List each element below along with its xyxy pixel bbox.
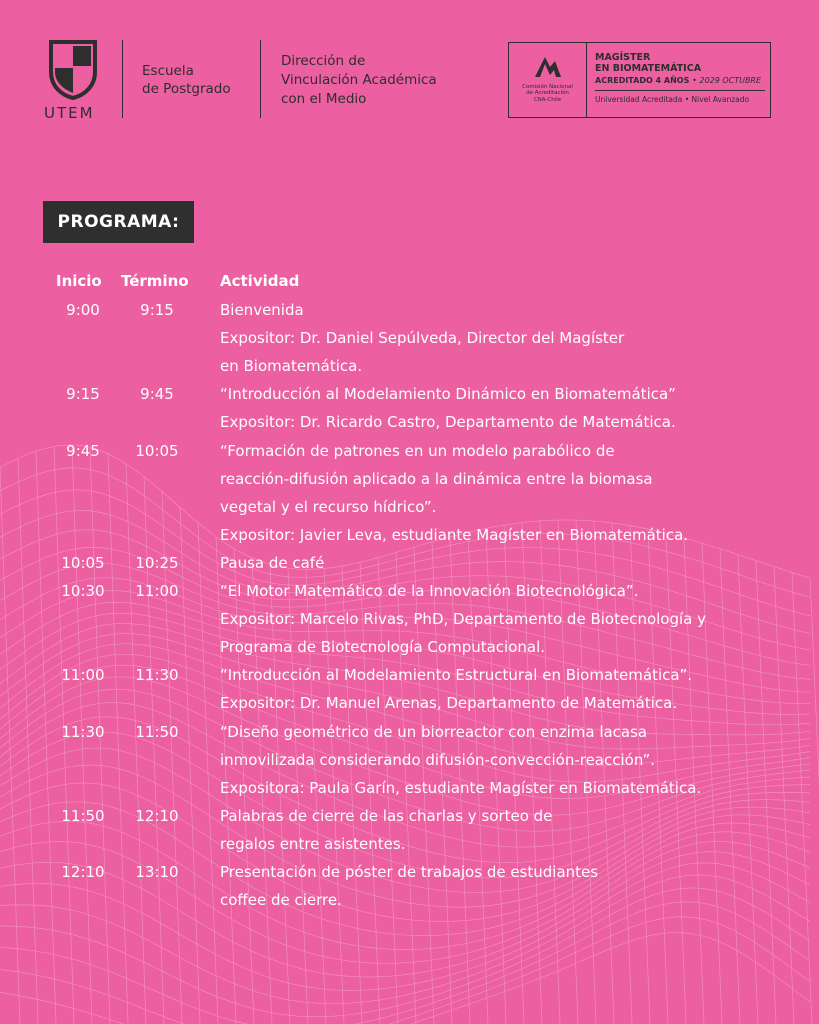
schedule-activity-line: Expositor: Dr. Manuel Arenas, Departamento de Matemática. (220, 694, 678, 713)
schedule-end-time: 10:05 (135, 441, 179, 460)
wave-line (0, 917, 810, 1024)
schedule-activity-line: Expositor: Dr. Daniel Sepúlveda, Director del Magíster (220, 329, 625, 348)
schedule-activity-line: “Introducción al Modelamiento Dinámico en Biomatemática” (220, 385, 676, 404)
program-title: MAGÍSTER EN BIOMATEMÁTICA (595, 52, 702, 74)
schedule-activity-line: Expositor: Javier Leva, estudiante Magíster en Biomatemática. (220, 525, 689, 544)
schedule-end-time: 12:10 (135, 806, 179, 825)
cna-logo-icon (533, 55, 563, 79)
header-divider (122, 40, 123, 118)
utem-logo-text: UTEM (44, 104, 95, 122)
program-label: PROGRAMA: (43, 201, 194, 243)
utem-shield-logo-icon (47, 38, 99, 100)
wave-line (0, 933, 810, 1024)
schedule-start-time: 11:00 (61, 666, 105, 685)
schedule-activity-line: “Formación de patrones en un modelo parabólico de (220, 441, 615, 460)
accreditation-status: ACREDITADO 4 AÑOS • 2029 OCTUBRE (595, 76, 762, 85)
wave-line (810, 578, 819, 1024)
direction-name: Dirección de Vinculación Académica con el Medio (281, 53, 437, 107)
schedule-activity-line: “Diseño geométrico de un biorreactor con enzima lacasa (220, 722, 648, 741)
schedule-activity-line: reacción-difusión aplicado a la dinámica entre la biomasa (220, 469, 653, 488)
schedule-start-time: 9:00 (66, 301, 100, 319)
accreditation-footer: Universidad Acreditada • Nivel Avanzado (595, 95, 750, 104)
wave-line (126, 464, 146, 1024)
schedule-start-time: 11:30 (61, 722, 105, 741)
wave-line (486, 528, 506, 1024)
schedule-end-time: 11:00 (135, 582, 179, 600)
wave-line (648, 529, 668, 1024)
schedule-end-time: 11:50 (135, 722, 179, 741)
schedule-activity-line: Expositor: Marcelo Rivas, PhD, Departamento de Biotecnología y (220, 610, 706, 629)
column-header-start: Inicio (56, 272, 102, 290)
wave-line (0, 875, 810, 1004)
schedule-activity-line: “El Motor Matemático de la Innovación Biotecnológica”. (220, 582, 639, 600)
schedule-activity-line: Pausa de café (220, 553, 325, 572)
schedule-activity-line: Programa de Biotecnología Computacional. (220, 638, 546, 657)
wave-line (792, 573, 812, 1024)
wave-line (0, 863, 810, 991)
schedule-end-time: 10:25 (135, 553, 179, 572)
schedule-activity-line: inmovilizada considerando difusión-convección-reacción”. (220, 750, 656, 769)
accreditation-separator (595, 90, 765, 91)
schedule-start-time: 10:30 (61, 582, 105, 600)
wave-line (198, 523, 218, 1024)
schedule-start-time: 10:05 (61, 553, 105, 572)
schedule-start-time: 9:15 (66, 385, 100, 404)
column-header-activity: Actividad (220, 272, 300, 290)
schedule-activity-line: coffee de cierre. (220, 891, 342, 910)
schedule-start-time: 11:50 (61, 806, 105, 825)
schedule-activity-line: Bienvenida (220, 301, 304, 319)
schedule-activity-line: Expositor: Dr. Ricardo Castro, Departamento de Matemática. (220, 413, 676, 432)
schedule-activity-line: regalos entre asistentes. (220, 834, 406, 853)
header-divider (260, 40, 261, 118)
schedule-activity-line: Expositora: Paula Garín, estudiante Magíster en Biomatemática. (220, 778, 702, 797)
cna-logo (509, 43, 587, 117)
wave-line (720, 549, 740, 1024)
schedule-start-time: 12:10 (61, 863, 105, 881)
cna-agency-text: Comisión Nacional de Acreditación CNA-Chile (522, 84, 573, 103)
schedule-activity-line: Palabras de cierre de las charlas y sorteo de (220, 806, 553, 825)
wave-line (0, 888, 810, 1017)
school-name: Escuela de Postgrado (142, 63, 231, 97)
accreditation-details (595, 52, 765, 104)
schedule-end-time: 9:45 (140, 385, 174, 404)
schedule-start-time: 9:45 (66, 441, 100, 460)
wave-line (774, 567, 794, 1024)
schedule-end-time: 13:10 (135, 863, 179, 881)
accreditation-badge (508, 42, 771, 118)
schedule-end-time: 11:30 (135, 666, 179, 685)
schedule-activity-line: en Biomatemática. (220, 357, 363, 376)
schedule-activity-line: “Introducción al Modelamiento Estructural en Biomatemática”. (220, 666, 693, 685)
schedule-activity-line: Presentación de póster de trabajos de estudiantes (220, 863, 599, 881)
schedule-end-time: 9:15 (140, 301, 174, 319)
schedule-activity-line: vegetal y el recurso hídrico”. (220, 497, 437, 516)
column-header-end: Término (121, 272, 189, 290)
